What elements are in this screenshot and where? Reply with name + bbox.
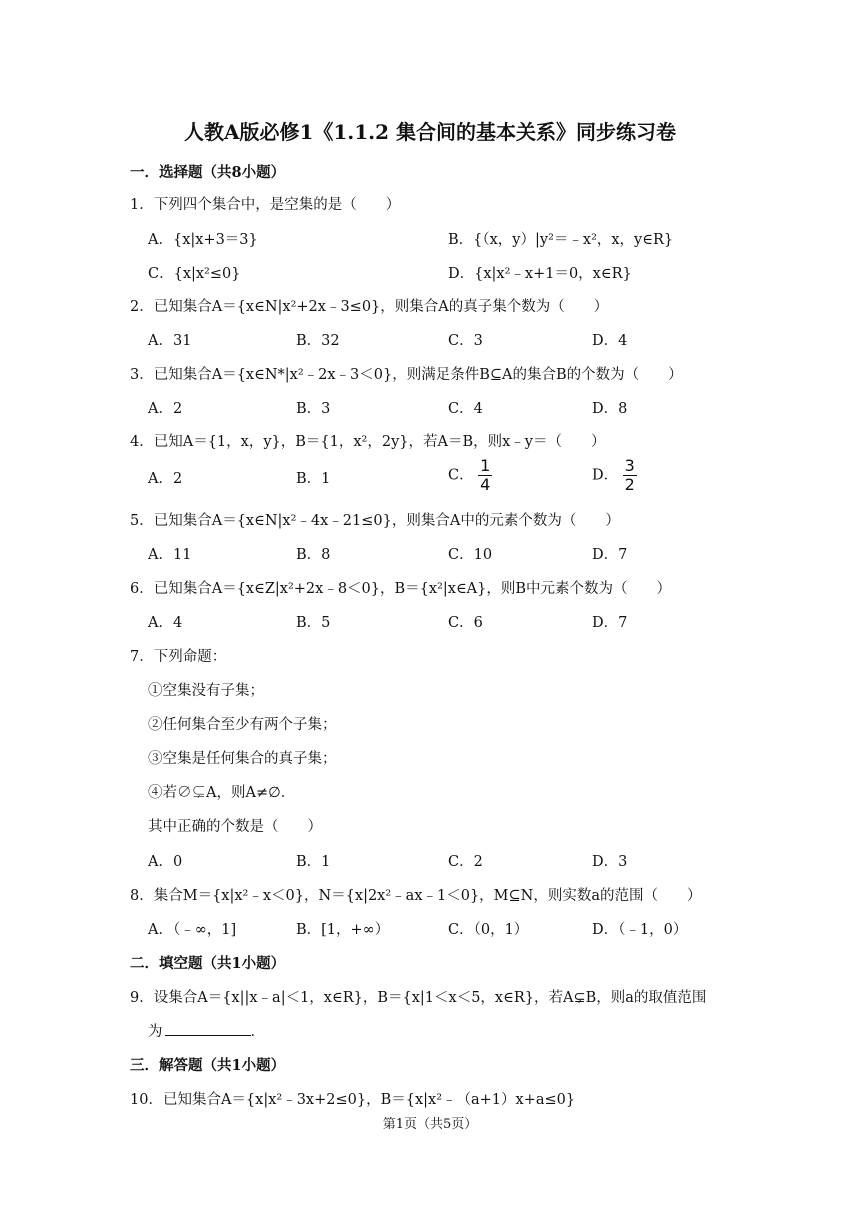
question-1-option-b: B．{（x，y）|y²＝﹣x²，x，y∈R}: [448, 232, 674, 248]
question-6-option-c: C．6: [448, 615, 483, 631]
question-1-option-d: D．{x|x²﹣x+1＝0，x∈R}: [448, 266, 632, 282]
question-4-stem: 4．已知A＝{1，x，y}，B＝{1，x²，2y}，若A＝B，则x﹣y＝（ ）: [130, 434, 606, 450]
question-4-option-d: [592, 458, 637, 493]
question-9-stem: 9．设集合A＝{x||x﹣a|＜1，x∈R}，B＝{x|1＜x＜5，x∈R}，若A⊊B，则a的取值范围: [130, 990, 707, 1006]
question-8-option-c: C．（0，1）: [448, 922, 529, 938]
question-8-option-b: B．[1，+∞）: [296, 922, 390, 938]
question-2-stem: 2．已知集合A＝{x∈N|x²+2x﹣3≤0}，则集合A的真子集个数为（ ）: [130, 299, 609, 315]
question-4-option-c-label: C．: [448, 467, 474, 484]
question-7-option-a: A．0: [148, 854, 183, 870]
question-9-continuation: 为 ．: [148, 1020, 265, 1041]
question-7-proposition-2: ②任何集合至少有两个子集；: [148, 717, 337, 733]
question-5-stem: 5．已知集合A＝{x∈N|x²﹣4x﹣21≤0}，则集合A中的元素个数为（ ）: [130, 513, 620, 529]
question-1-option-c: C．{x|x²≤0}: [148, 266, 241, 282]
question-1-option-a: A．{x|x+3＝3}: [148, 232, 258, 248]
question-6-stem: 6．已知集合A＝{x∈Z|x²+2x﹣8＜0}，B＝{x²|x∈A}，则B中元素个数为（ ）: [130, 581, 672, 597]
question-4-option-a: A．2: [148, 471, 183, 487]
question-2-option-c: C．3: [448, 333, 483, 349]
question-5-option-c: C．10: [448, 547, 493, 563]
question-7-ask: 其中正确的个数是（ ）: [148, 819, 322, 835]
question-7-option-b: B．1: [296, 854, 331, 870]
question-10-stem: 10．已知集合A＝{x|x²﹣3x+2≤0}，B＝{x|x²﹣（a+1）x+a≤0}: [130, 1092, 576, 1108]
question-5-option-a: A．11: [148, 547, 192, 563]
question-7-stem: 7．下列命题：: [130, 649, 227, 665]
section-heading-solution: 三．解答题（共1小题）: [130, 1057, 286, 1074]
question-6-option-b: B．5: [296, 615, 331, 631]
question-3-option-a: A．2: [148, 401, 183, 417]
page-footer: 第1页（共5页）: [382, 1117, 478, 1132]
question-6-option-d: D．7: [592, 615, 628, 631]
question-3-option-c: C．4: [448, 401, 483, 417]
question-8-option-d: D．（﹣1，0）: [592, 922, 688, 938]
question-7-option-d: D．3: [592, 854, 628, 870]
question-8-stem: 8．集合M＝{x|x²﹣x＜0}，N＝{x|2x²﹣ax﹣1＜0}，M⊆N，则实数a的范围（ ）: [130, 888, 702, 904]
section-heading-fill-blank: 二．填空题（共1小题）: [130, 955, 286, 972]
question-7-proposition-4: ④若∅⊊A，则A≠∅．: [148, 785, 296, 801]
question-4-option-b: B．1: [296, 471, 331, 487]
question-1-stem: 1．下列四个集合中，是空集的是（ ）: [130, 197, 401, 213]
question-6-option-a: A．4: [148, 615, 183, 631]
question-5-option-d: D．7: [592, 547, 628, 563]
question-4-option-d-label: D．: [592, 467, 619, 484]
question-7-proposition-3: ③空集是任何集合的真子集；: [148, 751, 337, 767]
question-3-option-d: D．8: [592, 401, 628, 417]
section-heading-choice: 一．选择题（共8小题）: [130, 164, 286, 181]
question-7-option-c: C．2: [448, 854, 483, 870]
question-3-option-b: B．3: [296, 401, 331, 417]
question-8-option-a: A．（﹣∞，1]: [148, 922, 237, 938]
answer-blank[interactable]: [165, 1021, 251, 1036]
question-2-option-d: D．4: [592, 333, 628, 349]
question-2-option-b: B．32: [296, 333, 340, 349]
fraction-one-quarter: $\frac{1}{4}$: [480, 456, 491, 494]
fraction-three-halves: $\frac{3}{2}$: [624, 456, 635, 494]
question-4-option-c: [448, 458, 492, 493]
question-7-proposition-1: ①空集没有子集；: [148, 683, 264, 699]
question-3-stem: 3．已知集合A＝{x∈N*|x²﹣2x﹣3＜0}，则满足条件B⊆A的集合B的个数为（ ）: [130, 367, 683, 383]
page-title: 人教A版必修1《1.1.2 集合间的基本关系》同步练习卷: [183, 120, 677, 144]
question-5-option-b: B．8: [296, 547, 331, 563]
question-2-option-a: A．31: [148, 333, 192, 349]
